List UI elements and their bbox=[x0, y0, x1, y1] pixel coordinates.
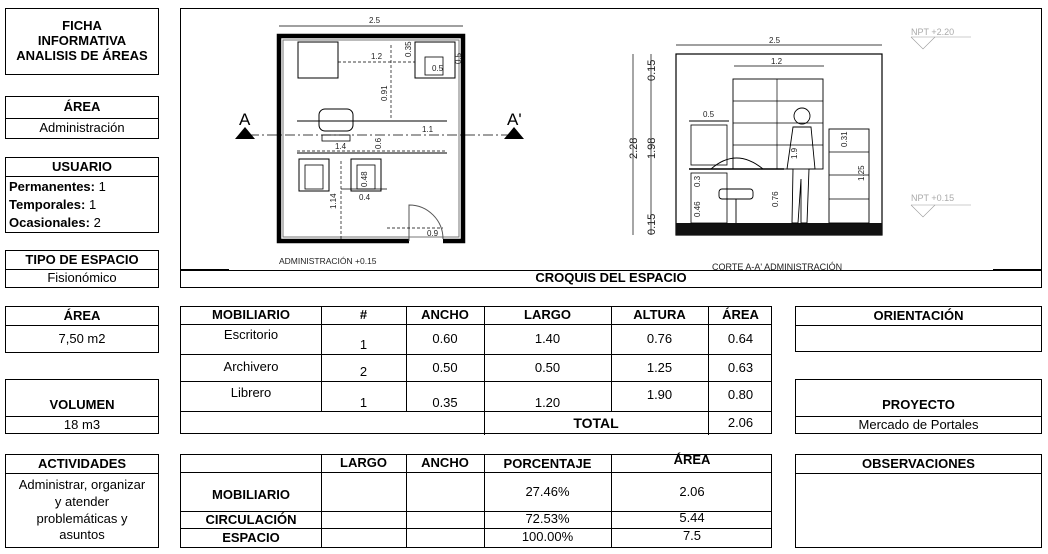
sum-header-area: ÁREA bbox=[673, 452, 711, 468]
section-dim: 0.46 bbox=[693, 201, 702, 217]
plan-dim: 0.35 bbox=[404, 41, 413, 57]
usuario-box bbox=[5, 157, 159, 233]
usuario-row-temporales: Temporales: 1 bbox=[9, 197, 97, 212]
mob-header-area: ÁREA bbox=[722, 307, 759, 323]
ficha-title-box bbox=[5, 8, 159, 75]
table-row: Escritorio bbox=[223, 326, 279, 342]
orientacion-label: ORIENTACIÓN bbox=[873, 307, 964, 323]
area-name-value: Administración bbox=[39, 120, 125, 136]
sum-header-ancho: ANCHO bbox=[421, 455, 469, 471]
plan-dimension-labels bbox=[329, 16, 463, 238]
plan-dim: 2.5 bbox=[369, 16, 381, 25]
table-cell: 0.64 bbox=[727, 330, 754, 346]
table-cell: 0.76 bbox=[646, 330, 673, 346]
area-total-label: ÁREA bbox=[63, 307, 101, 323]
table-cell bbox=[321, 529, 406, 547]
sum-header-blank bbox=[181, 455, 321, 472]
plan-dim: 0.91 bbox=[380, 85, 389, 101]
npt-top-label: NPT +2.20 bbox=[911, 27, 955, 37]
table-cell: 2 bbox=[359, 363, 368, 379]
plan-dim: 0.5 bbox=[432, 64, 444, 73]
table-cell: 0.80 bbox=[727, 386, 754, 402]
table-cell: 1 bbox=[359, 337, 368, 353]
actividades-box bbox=[5, 454, 159, 548]
table-cell bbox=[321, 512, 406, 528]
sum-header-porcentaje: PORCENTAJE bbox=[503, 456, 592, 472]
section-dim: 2.28 bbox=[628, 137, 640, 159]
ficha-title: FICHA INFORMATIVA ANALISIS DE ÁREAS bbox=[16, 18, 148, 63]
table-cell: 1.20 bbox=[534, 394, 561, 410]
volumen-box bbox=[5, 379, 159, 434]
table-cell bbox=[321, 473, 406, 511]
table-row: Librero bbox=[230, 384, 272, 400]
marker-a-label: A bbox=[239, 110, 251, 129]
mob-total-label: TOTAL bbox=[573, 414, 619, 431]
table-row: ESPACIO bbox=[222, 529, 280, 545]
plan-dim: 0.6 bbox=[374, 137, 383, 149]
croquis-box bbox=[180, 8, 1042, 288]
area-total-box bbox=[5, 306, 159, 353]
mob-header-ancho: ANCHO bbox=[421, 307, 469, 323]
section-dim: 0.15 bbox=[646, 59, 658, 81]
orientacion-value bbox=[796, 326, 1041, 351]
section-view bbox=[633, 37, 971, 235]
mob-header-largo: LARGO bbox=[524, 307, 571, 323]
proyecto-value: Mercado de Portales bbox=[858, 416, 979, 432]
tipo-espacio-value: Fisionómico bbox=[47, 270, 117, 286]
volumen-value: 18 m3 bbox=[63, 416, 101, 432]
croquis-title: CROQUIS DEL ESPACIO bbox=[535, 270, 687, 286]
actividades-label: ACTIVIDADES bbox=[37, 455, 127, 471]
table-cell bbox=[406, 529, 484, 547]
mob-header-num: # bbox=[359, 307, 368, 323]
plan-caption: ADMINISTRACIÓN +0.15 bbox=[279, 256, 377, 266]
croquis-drawing bbox=[181, 9, 1040, 271]
usuario-row-permanentes: Permanentes: 1 bbox=[9, 179, 106, 194]
section-dim: 0.5 bbox=[703, 110, 715, 119]
section-dim: 1.2 bbox=[771, 57, 783, 66]
actividades-value: Administrar, organizar y atender problemáticas y asuntos bbox=[18, 476, 146, 543]
table-cell bbox=[406, 512, 484, 528]
section-dim: 1.9 bbox=[790, 147, 799, 159]
plan-dim: 0.48 bbox=[360, 171, 369, 187]
tipo-espacio-label: TIPO DE ESPACIO bbox=[25, 251, 139, 267]
table-cell: 72.53% bbox=[525, 510, 570, 526]
section-dim: 0.31 bbox=[840, 131, 849, 147]
usuario-row-ocasionales: Ocasionales: 2 bbox=[9, 215, 101, 230]
section-dim: 1.98 bbox=[646, 137, 658, 159]
table-cell: 0.50 bbox=[534, 359, 561, 375]
table-cell: 27.46% bbox=[525, 483, 570, 499]
section-dim: 1.25 bbox=[857, 165, 866, 181]
section-dim: 0.15 bbox=[646, 213, 658, 235]
proyecto-label: PROYECTO bbox=[882, 396, 955, 412]
table-cell: 1.90 bbox=[646, 386, 673, 402]
area-name-box bbox=[5, 96, 159, 139]
summary-table bbox=[180, 454, 772, 548]
mob-total-value: 2.06 bbox=[727, 414, 754, 430]
table-cell: 0.60 bbox=[432, 330, 458, 346]
observaciones-value bbox=[796, 474, 1041, 547]
section-caption: CORTE A-A' ADMINISTRACIÓN bbox=[712, 262, 843, 271]
observaciones-box bbox=[795, 454, 1042, 548]
table-cell: 100.00% bbox=[521, 528, 574, 544]
npt-bottom-label: NPT +0.15 bbox=[911, 193, 955, 203]
area-total-value: 7,50 m2 bbox=[58, 330, 106, 346]
plan-dim: 1.1 bbox=[422, 125, 434, 134]
orientacion-box bbox=[795, 306, 1042, 352]
usuario-label: USUARIO bbox=[52, 158, 112, 174]
section-dim: 2.5 bbox=[769, 36, 781, 45]
table-row: CIRCULACIÓN bbox=[205, 511, 297, 527]
observaciones-label: OBSERVACIONES bbox=[862, 455, 975, 471]
table-cell: 0.35 bbox=[432, 394, 458, 410]
tipo-espacio-box bbox=[5, 250, 159, 288]
table-row: Archivero bbox=[223, 358, 279, 374]
mob-header-mobiliario: MOBILIARIO bbox=[212, 307, 290, 323]
table-cell: 5.44 bbox=[679, 509, 705, 525]
section-dim: 0.3 bbox=[693, 175, 702, 187]
plan-dim: 1.4 bbox=[335, 142, 347, 151]
volumen-label: VOLUMEN bbox=[49, 396, 115, 412]
table-cell: 1.25 bbox=[646, 359, 673, 375]
table-cell: 0.50 bbox=[432, 359, 458, 375]
plan-dim: 0.5 bbox=[454, 52, 463, 64]
section-dim: 0.76 bbox=[771, 191, 780, 207]
area-name-label: ÁREA bbox=[63, 99, 101, 115]
plan-dim: 1.2 bbox=[371, 52, 383, 61]
table-cell: 1.40 bbox=[534, 330, 561, 346]
plan-dim: 1.14 bbox=[329, 193, 338, 209]
sum-header-largo: LARGO bbox=[340, 455, 387, 471]
table-cell: 2.06 bbox=[679, 483, 705, 499]
table-cell: 1 bbox=[359, 394, 368, 410]
table-cell: 7.5 bbox=[682, 527, 702, 543]
table-row: MOBILIARIO bbox=[212, 486, 290, 502]
table-cell: 0.63 bbox=[727, 359, 754, 375]
plan-dim: 0.4 bbox=[359, 193, 371, 202]
plan-dim: 0.9 bbox=[427, 229, 439, 238]
table-cell bbox=[406, 473, 484, 511]
marker-a-prime-label: A' bbox=[507, 110, 522, 129]
mob-header-altura: ALTURA bbox=[633, 307, 686, 323]
mobiliario-table bbox=[180, 306, 772, 434]
proyecto-box bbox=[795, 379, 1042, 434]
